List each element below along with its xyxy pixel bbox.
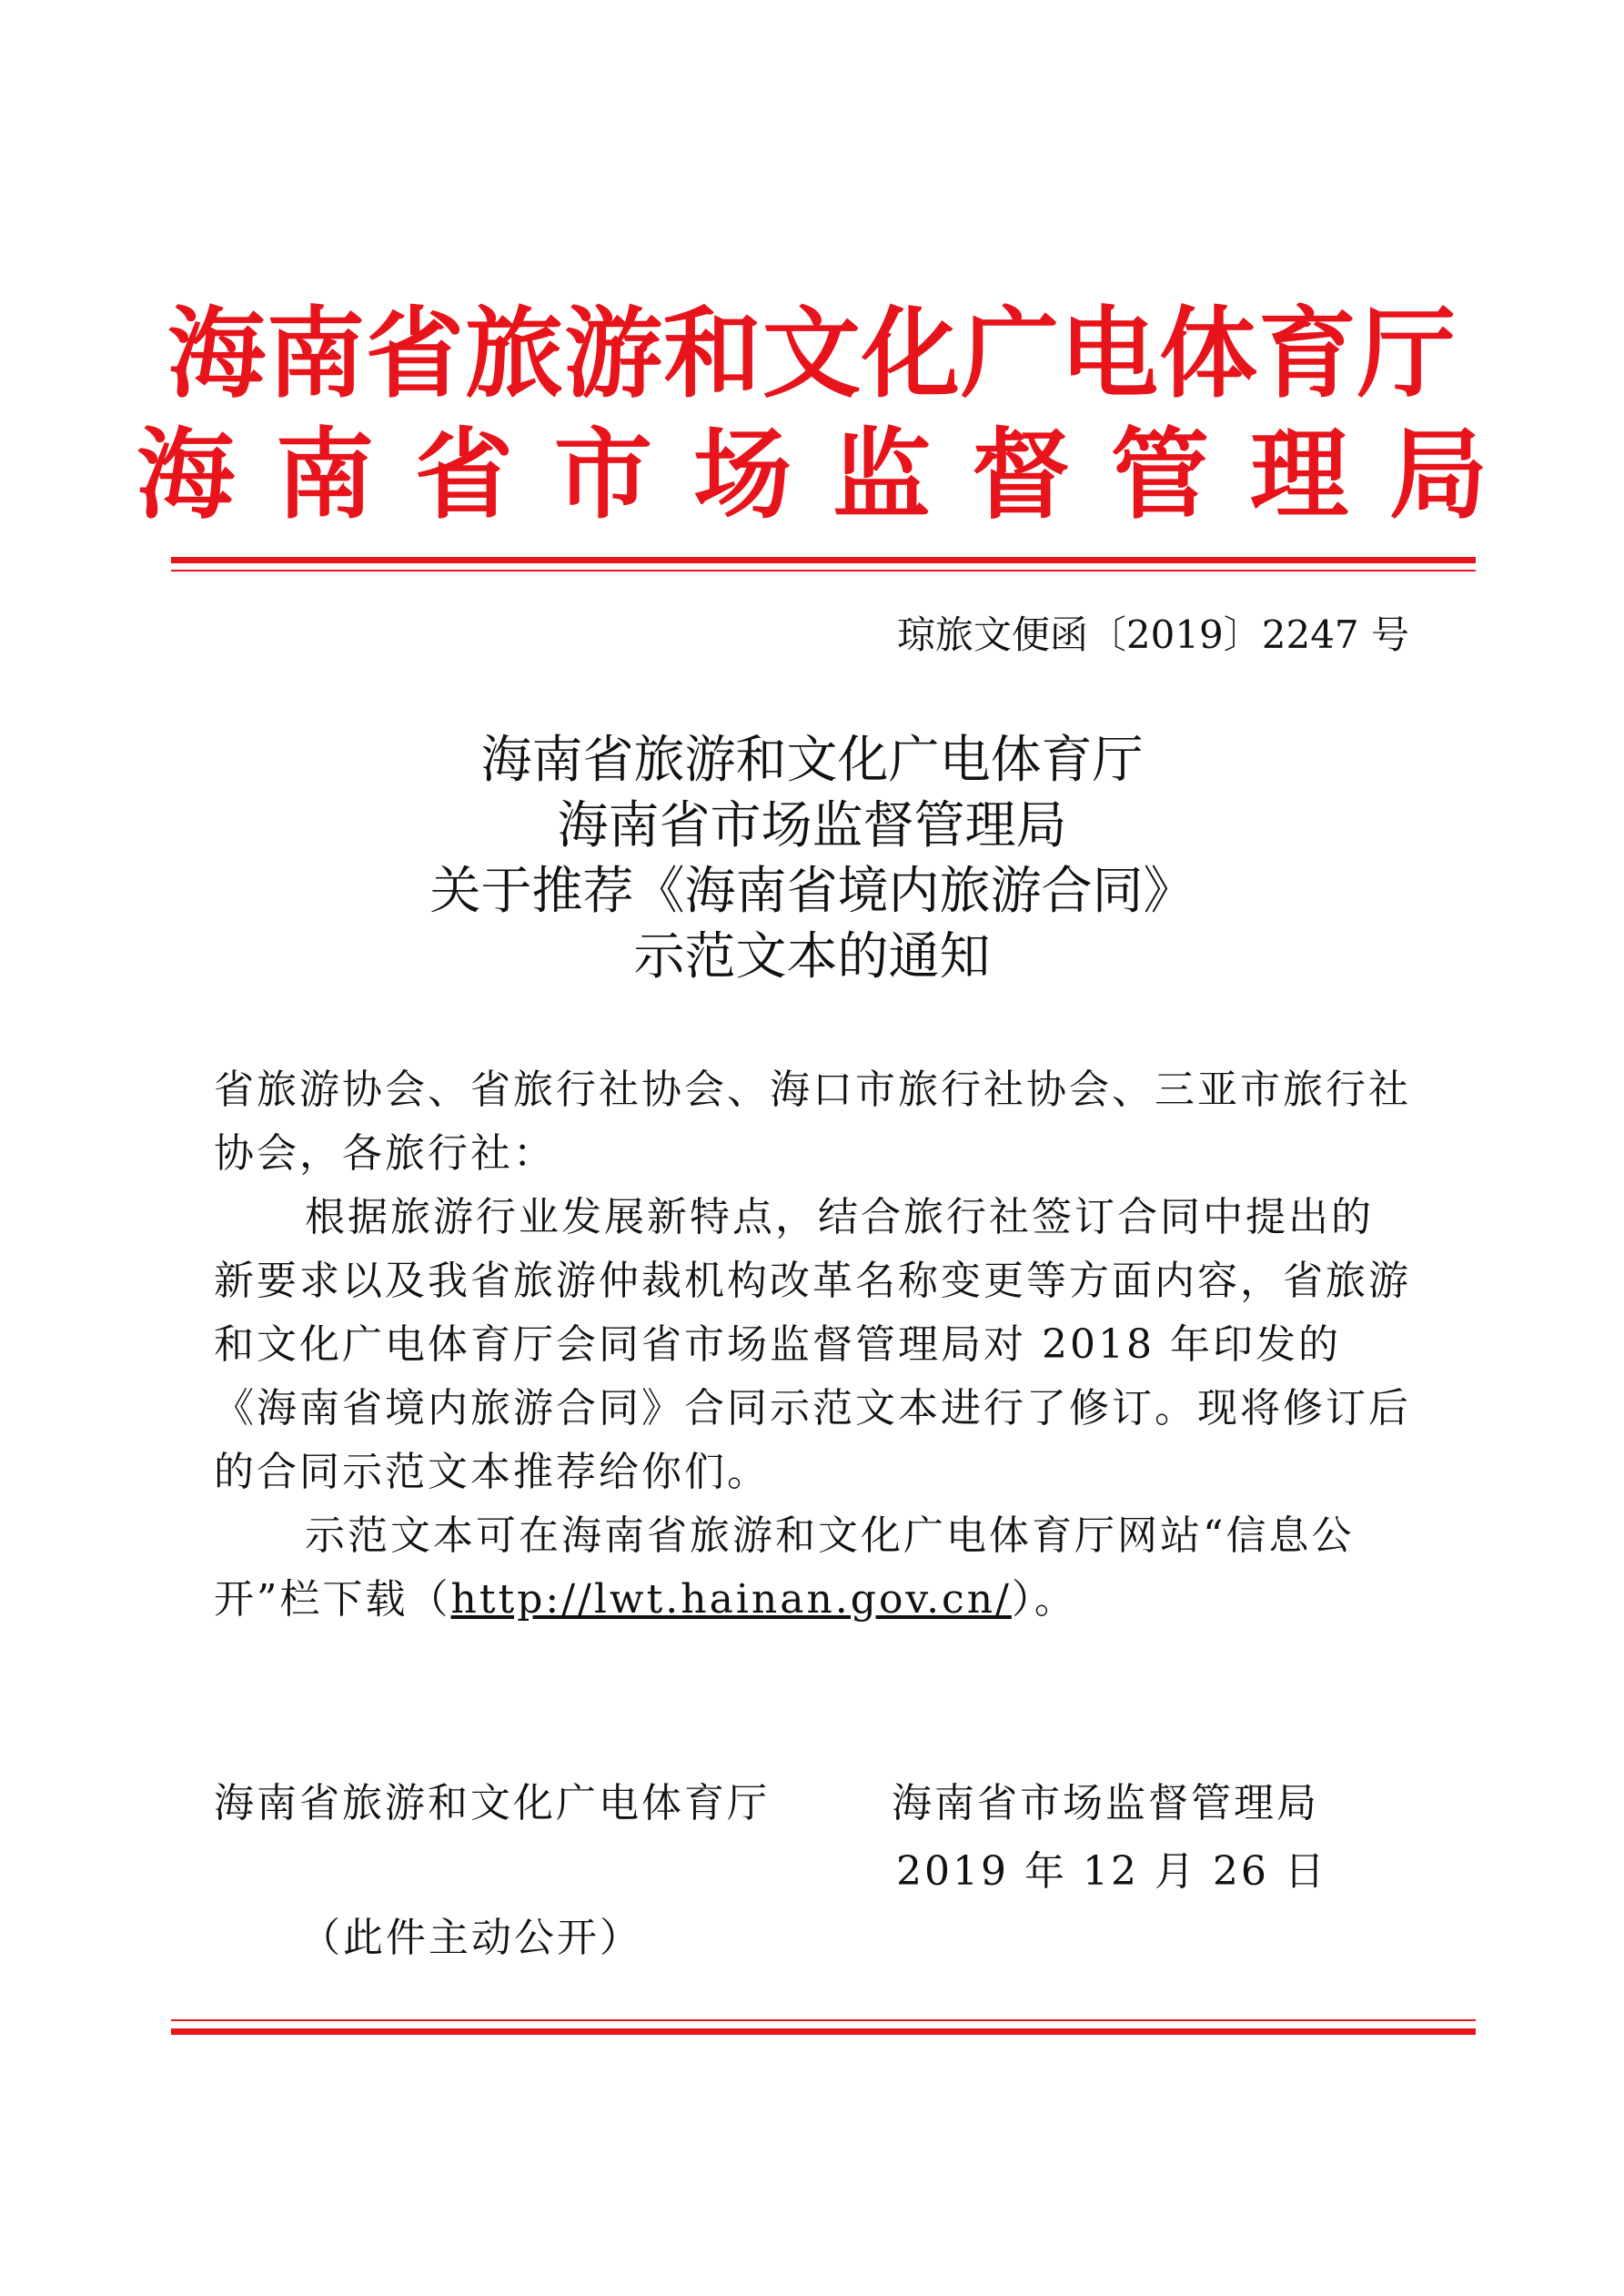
title-line-4: 示范文本的通知 <box>633 927 991 986</box>
paragraph-2-text: 示范文本可在海南省旅游和文化广电体育厅网站“信息公开”栏下载（ <box>214 1512 1355 1623</box>
disclosure-note: （此件主动公开） <box>300 1915 642 1961</box>
issuer-header-1: 海南省旅游和文化广电体育厅 <box>166 298 1457 411</box>
issuer-header-2: 海南省市场监督管理局 <box>136 419 1528 532</box>
document-number: 琼旅文便函〔2019〕2247 号 <box>896 612 1409 657</box>
download-link[interactable]: http://lwt.hainan.gov.cn/ <box>450 1576 1012 1623</box>
paragraph-2-tail: ）。 <box>1011 1576 1077 1623</box>
body-paragraph-1: 根据旅游行业发展新特点，结合旅行社签订合同中提出的新要求以及我省旅游仲裁机构改革名称变更等方面内容，省旅游和文化广电体育厅会同省市场监督管理局对 2018 年印发的《海南省境内旅游合同》合同示范文本进行了修订。现将修订后的合同示范文本推荐给你们。 <box>214 1194 1411 1495</box>
footer-rule-thick <box>171 2028 1476 2035</box>
title-line-2: 海南省市场监督管理局 <box>557 796 1067 855</box>
body-paragraph-2 <box>214 1504 1415 1632</box>
recipients: 省旅游协会、省旅行社协会、海口市旅行社协会、三亚市旅行社协会，各旅行社： <box>214 1067 1411 1177</box>
signature-date: 2019 年 12 月 26 日 <box>896 1848 1327 1895</box>
title-line-1: 海南省旅游和文化广电体育厅 <box>480 731 1144 790</box>
signature-issuer-2: 海南省市场监督管理局 <box>892 1780 1319 1826</box>
footer-rule-thin <box>171 2019 1476 2021</box>
header-rule-thick <box>171 557 1476 563</box>
signature-issuer-1: 海南省旅游和文化广电体育厅 <box>214 1780 770 1826</box>
header-rule-thin <box>171 570 1476 571</box>
title-line-3: 关于推荐《海南省境内旅游合同》 <box>429 862 1195 921</box>
